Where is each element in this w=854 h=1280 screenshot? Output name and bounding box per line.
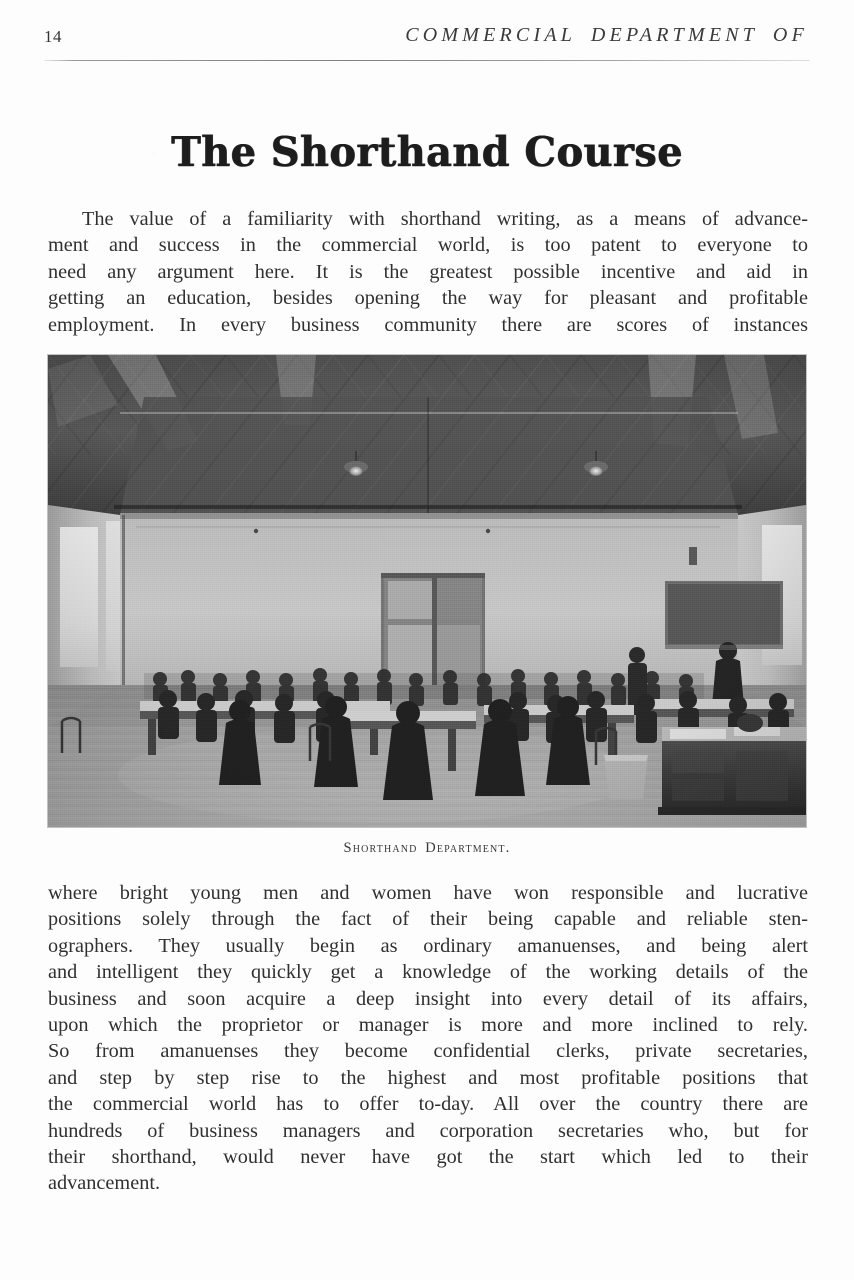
teachers-desk xyxy=(658,727,806,815)
text-line: their shorthand, would never have got the start which led to their xyxy=(48,1146,808,1169)
text-line: hundreds of business managers and corporation secretaries who, but for xyxy=(48,1119,808,1142)
text-line: need any argument here. It is the greatest possible incentive and aid in xyxy=(48,260,808,283)
text-line: getting an education, besides opening the way for pleasant and profitable xyxy=(48,287,808,310)
text-line: business and soon acquire a deep insight into every detail of its affairs, xyxy=(48,987,808,1010)
text-line: the commercial world has to offer to-day. All over the country there are xyxy=(48,1093,808,1116)
paragraph-bottom xyxy=(48,880,808,1197)
text-line: The value of a familiarity with shorthand writing, as a means of advance- xyxy=(82,208,808,230)
paragraph-top xyxy=(48,206,808,338)
text-line: ment and success in the commercial world, is too patent to everyone to xyxy=(48,234,808,257)
running-head-title: COMMERCIAL DEPARTMENT OF xyxy=(405,24,808,46)
article-title-text: The Shorthand Course xyxy=(171,128,683,176)
wastebasket xyxy=(604,755,648,799)
page-number: 14 xyxy=(44,27,62,46)
window-left-far xyxy=(60,527,98,667)
text-line: and intelligent they quickly get a knowledge of the working details of the xyxy=(48,961,808,984)
text-line: where bright young men and women have won responsible and lucrative xyxy=(48,882,808,904)
text-line: advancement. xyxy=(48,1172,161,1195)
running-head xyxy=(44,24,810,54)
figure-caption: Shorthand Department. xyxy=(343,840,511,856)
text-line: upon which the proprietor or manager is more and more inclined to rely. xyxy=(48,1014,808,1037)
text-line: ographers. They usually begin as ordinary amanuenses, and being alert xyxy=(48,934,808,957)
text-line: employment. In every business community there are scores of instances xyxy=(48,313,808,336)
figure-shorthand-department xyxy=(48,355,806,827)
classroom-photograph xyxy=(48,355,806,827)
text-line: positions solely through the fact of their being capable and reliable sten- xyxy=(48,908,808,931)
header-rule xyxy=(44,60,810,61)
page-title xyxy=(13,128,841,176)
text-line: and step by step rise to the highest and most profitable positions that xyxy=(48,1066,808,1089)
text-line: So from amanuenses they become confidential clerks, private secretaries, xyxy=(48,1040,808,1063)
wall-placard xyxy=(689,547,697,565)
blackboard xyxy=(665,581,783,649)
